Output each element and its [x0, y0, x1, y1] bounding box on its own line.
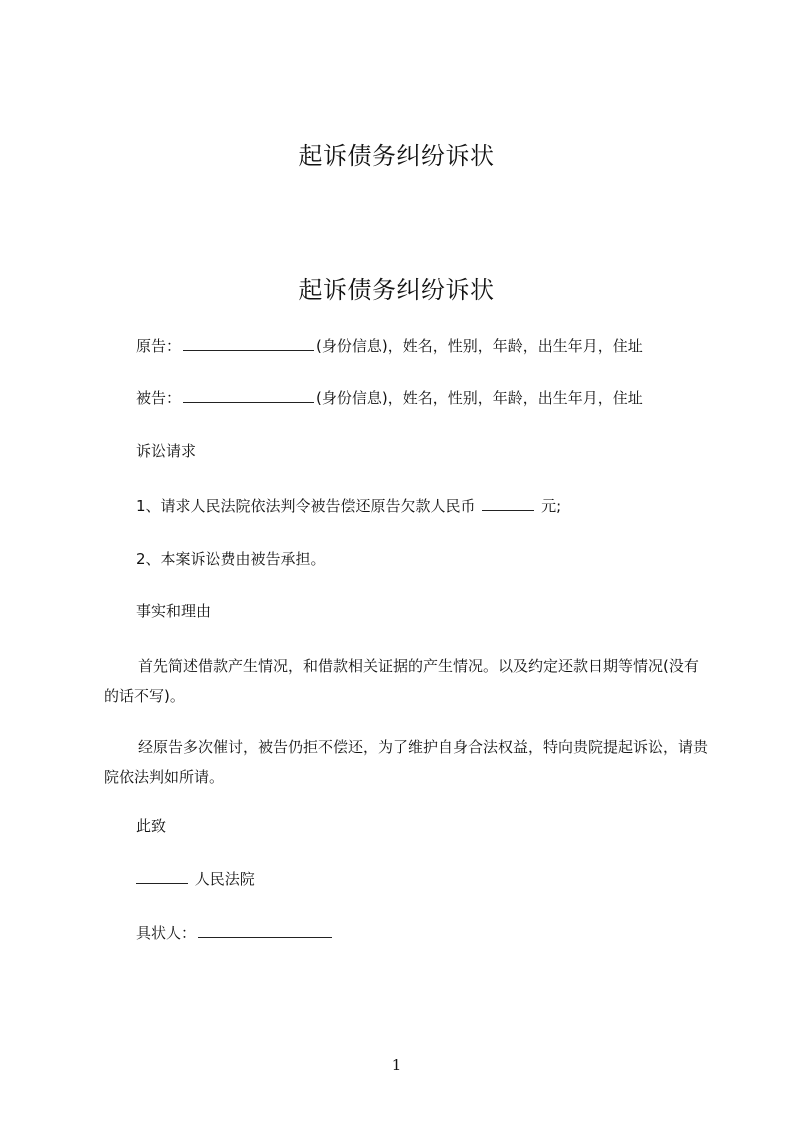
defendant-detail: (身份信息)，姓名，性别，年龄，出生年月，住址: [316, 389, 643, 407]
facts-paragraph-2: 经原告多次催讨，被告仍拒不偿还，为了维护自身合法权益，特向贵院提起诉讼，请贵院依法判如所请。: [104, 738, 709, 786]
claim-item-2: 2、本案诉讼费由被告承担。: [136, 550, 326, 568]
plaintiff-line: [136, 335, 643, 357]
defendant-blank: [183, 387, 314, 403]
page-number: 1: [391, 1056, 402, 1074]
defendant-line: [136, 387, 643, 409]
amount-blank: [482, 495, 534, 511]
court-suffix: 人民法院: [194, 870, 255, 888]
signer-blank: [198, 922, 332, 938]
claims-heading: 诉讼请求: [136, 442, 197, 460]
facts-heading: 事实和理由: [136, 602, 212, 620]
defendant-label: 被告：: [136, 389, 182, 407]
court-line: [136, 868, 255, 890]
claim-1-suffix: 元;: [541, 497, 562, 515]
cover-title: 起诉债务纠纷诉状: [298, 142, 495, 170]
closing-text: 此致: [136, 817, 167, 835]
court-blank: [136, 868, 188, 884]
signer-line: [136, 922, 334, 944]
plaintiff-label: 原告：: [136, 337, 182, 355]
plaintiff-blank: [183, 335, 314, 351]
document-title: 起诉债务纠纷诉状: [298, 276, 495, 304]
claim-item-1: [136, 495, 561, 517]
facts-paragraph-1: 首先简述借款产生情况，和借款相关证据的产生情况。以及约定还款日期等情况(没有的话不写)。: [104, 657, 699, 705]
claim-1-text: 1、请求人民法院依法判令被告偿还原告欠款人民币: [136, 497, 476, 515]
plaintiff-detail: (身份信息)，姓名，性别，年龄，出生年月，住址: [316, 337, 643, 355]
signer-label: 具状人：: [136, 924, 197, 942]
